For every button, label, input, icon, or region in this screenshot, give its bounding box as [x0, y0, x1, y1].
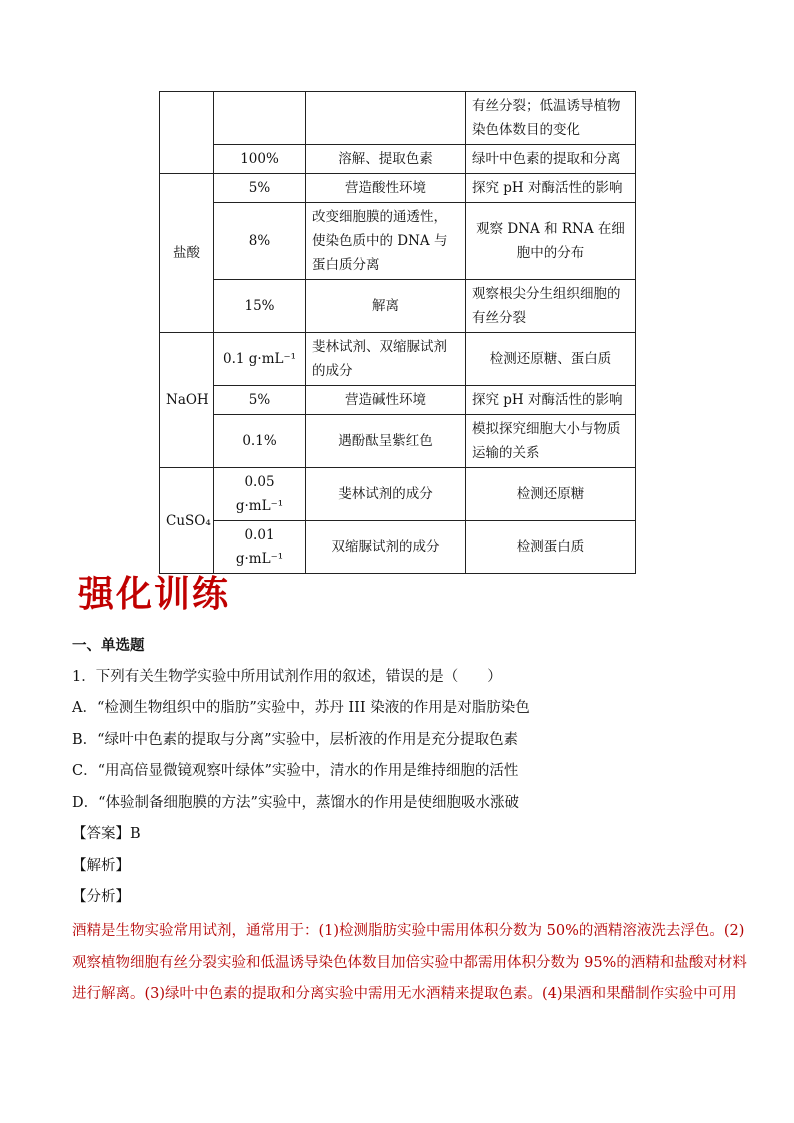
use-cell: 溶解、提取色素 [306, 145, 466, 174]
concentration-cell: 5% [214, 174, 306, 203]
table-row [160, 468, 636, 521]
experiment-cell: 观察根尖分生组织细胞的有丝分裂 [466, 280, 636, 333]
use-cell: 遇酚酞呈紫红色 [306, 415, 466, 468]
concentration-cell: 0.1 g·mL⁻¹ [214, 333, 306, 386]
analysis-line: 酒精是生物实验常用试剂，通常用于：(1)检测脂肪实验中需用体积分数为 50%的酒精溶液洗去浮色。(2) [72, 923, 745, 939]
experiment-cell: 有丝分裂；低温诱导植物染色体数目的变化 [466, 92, 636, 145]
concentration-cell: 0.05 g·mL⁻¹ [214, 468, 306, 521]
table-row [160, 415, 636, 468]
analysis-line: 观察植物细胞有丝分裂实验和低温诱导染色体数目加倍实验中都需用体积分数为 95%的酒精和盐酸对材料 [72, 954, 747, 971]
concentration-cell: 0.01 g·mL⁻¹ [214, 521, 306, 574]
reagent-cell: NaOH [160, 333, 214, 468]
table-row [160, 203, 636, 280]
option-d: D．“体验制备细胞膜的方法”实验中，蒸馏水的作用是使细胞吸水涨破 [72, 794, 519, 811]
analysis-text [72, 916, 747, 1011]
use-cell [306, 92, 466, 145]
section-title: 强化训练 [78, 574, 231, 615]
part-title: 一、单选题 [72, 637, 145, 654]
use-cell: 改变细胞膜的通透性，使染色质中的 DNA 与蛋白质分离 [306, 203, 466, 280]
concentration-cell: 8% [214, 203, 306, 280]
concentration-cell: 15% [214, 280, 306, 333]
experiment-cell: 绿叶中色素的提取和分离 [466, 145, 636, 174]
reagent-cell: CuSO₄ [160, 468, 214, 574]
table-row [160, 333, 636, 386]
experiment-cell: 观察 DNA 和 RNA 在细胞中的分布 [466, 203, 636, 280]
use-cell: 营造酸性环境 [306, 174, 466, 203]
analysis-line: 进行解离。(3)绿叶中色素的提取和分离实验中需用无水酒精来提取色素。(4)果酒和果醋制作实验中可用 [72, 986, 737, 1002]
option-c: C．“用高倍显微镜观察叶绿体”实验中，清水的作用是维持细胞的活性 [72, 763, 519, 779]
option-a: A．“检测生物组织中的脂肪”实验中，苏丹 III 染液的作用是对脂肪染色 [72, 700, 530, 716]
table-row [160, 174, 636, 203]
question-block [72, 630, 722, 914]
experiment-cell: 探究 pH 对酶活性的影响 [466, 386, 636, 415]
concentration-cell: 0.1% [214, 415, 306, 468]
experiment-cell: 检测还原糖、蛋白质 [466, 333, 636, 386]
answer: 【答案】B [72, 826, 141, 842]
option-b: B．“绿叶中色素的提取与分离”实验中，层析液的作用是充分提取色素 [72, 731, 518, 748]
table-row [160, 521, 636, 574]
use-cell: 斐林试剂的成分 [306, 468, 466, 521]
reagent-cell: 盐酸 [160, 174, 214, 333]
experiment-cell: 模拟探究细胞大小与物质运输的关系 [466, 415, 636, 468]
experiment-cell: 探究 pH 对酶活性的影响 [466, 174, 636, 203]
explanation-label: 【解析】 [72, 857, 130, 874]
experiment-cell: 检测还原糖 [466, 468, 636, 521]
analysis-label: 【分析】 [72, 889, 130, 905]
use-cell: 营造碱性环境 [306, 386, 466, 415]
use-cell: 双缩脲试剂的成分 [306, 521, 466, 574]
table-row [160, 92, 636, 145]
question-stem: 1．下列有关生物学实验中所用试剂作用的叙述，错误的是（ ） [72, 668, 502, 685]
table-row [160, 386, 636, 415]
concentration-cell: 100% [214, 145, 306, 174]
experiment-cell: 检测蛋白质 [466, 521, 636, 574]
use-cell: 斐林试剂、双缩脲试剂的成分 [306, 333, 466, 386]
table-row [160, 145, 636, 174]
concentration-cell [214, 92, 306, 145]
table-row [160, 280, 636, 333]
concentration-cell: 5% [214, 386, 306, 415]
reagent-table [159, 91, 636, 574]
reagent-cell [160, 92, 214, 174]
use-cell: 解离 [306, 280, 466, 333]
